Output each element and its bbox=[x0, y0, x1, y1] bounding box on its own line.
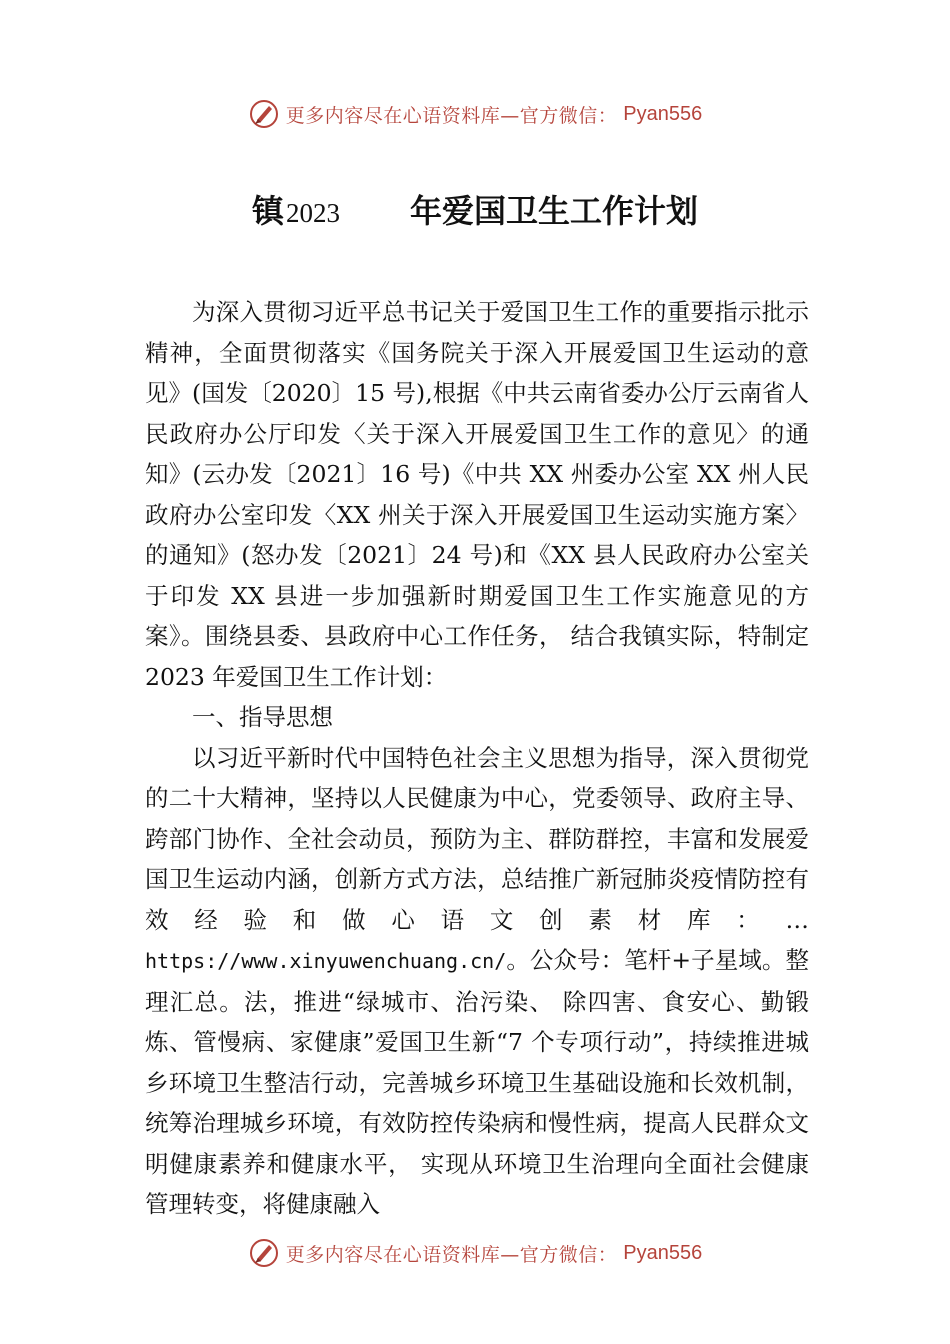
page-title bbox=[0, 186, 950, 232]
paragraph-intro: 为深入贯彻习近平总书记关于爱国卫生工作的重要指示批示精神，全面贯彻落实《国务院关于深入开展爱国卫生运动的意见》(国发〔2020〕15 号),根据《中共云南省委办公厅云南省人民政府办公厅印发〈关于深入开展爱国卫生工作的意见〉的通知》(云办发〔2021〕16 号)《中共 XX 州委办公室 XX 州人民政府办公室印发〈XX 州关于深入开展爱国卫生运动实施方案〉的通知》(怒办发〔2021〕24 号)和《XX 县人民政府办公室关于印发 XX 县进一步加强新时期爱国卫生工作实施意见的方案》。围绕县委、县政府中心工作任务， 结合我镇实际，特制定 2023 年爱国卫生工作计划： bbox=[145, 298, 809, 691]
paragraph-text-continued: 。公众号：笔杆+子星域。整理汇总。法，推进“绿城市、治污染、 除四害、食安心、勤锻炼、管慢病、家健康”爱国卫生新“7 个专项行动”，持续推进城乡环境卫生整洁行动，完善城乡环境卫生基础设施和长效机制，统筹治理城乡环境，有效防控传染病和慢性病，提高人民群众文明健康素养和健康水平， 实现从环境卫生治理向全面社会健康管理转变，将健康融入 bbox=[145, 946, 809, 1218]
banner-text: 更多内容尽在心语资料库—官方微信： bbox=[285, 104, 618, 127]
paragraph-guiding-thought bbox=[145, 738, 809, 1225]
banner-handle: Pyan556 bbox=[623, 102, 703, 125]
pen-logo-icon bbox=[248, 98, 280, 130]
title-prefix: 镇 bbox=[251, 192, 284, 230]
pen-logo-icon bbox=[248, 1237, 280, 1269]
paragraph-text: 以习近平新时代中国特色社会主义思想为指导，深入贯彻党的二十大精神，坚持以人民健康为中心，党委领导、政府主导、跨部门协作、全社会动员，预防为主、群防群控，丰富和发展爱国卫生运动内涵，创新方式方法，总结推广新冠肺炎疫情防控有效经验和做心语文创素材库：… bbox=[145, 743, 809, 934]
title-year: 2023 bbox=[286, 198, 340, 228]
header-banner bbox=[0, 94, 950, 134]
source-url-link[interactable]: https://www.xinyuwenchuang.cn/ bbox=[145, 949, 507, 973]
document-body bbox=[145, 292, 809, 1225]
banner-text: 更多内容尽在心语资料库—官方微信： bbox=[285, 1243, 618, 1266]
banner-handle: Pyan556 bbox=[623, 1241, 703, 1264]
footer-banner bbox=[0, 1233, 950, 1273]
title-main: 年爱国卫生工作计划 bbox=[410, 192, 699, 230]
section-heading: 一、指导思想 bbox=[192, 703, 333, 731]
